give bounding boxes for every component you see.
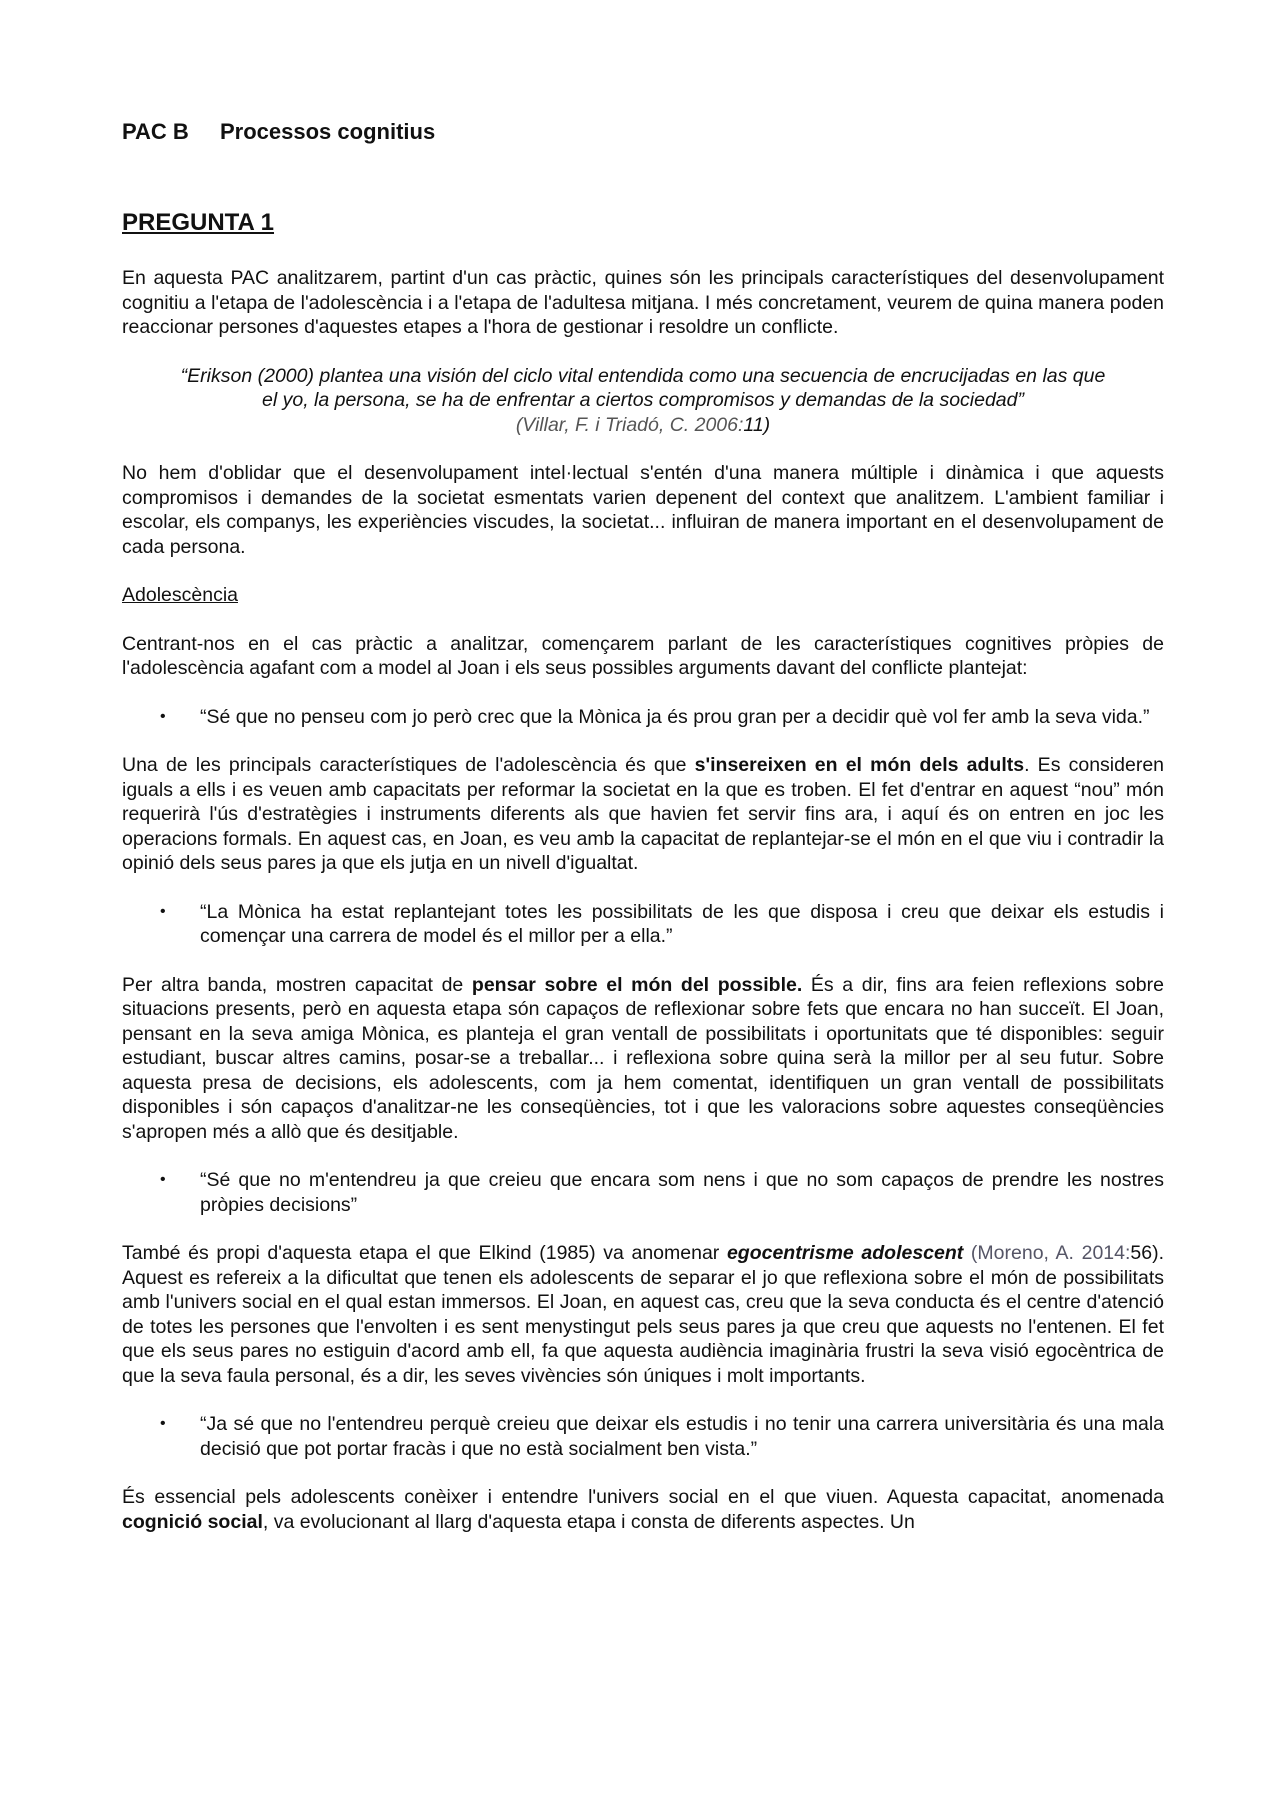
- bullet-icon: •: [160, 902, 166, 920]
- text-run: Per altra banda, mostren capacitat de: [122, 973, 472, 996]
- text-run: Una de les principals característiques de l'adolescència és que: [122, 754, 695, 776]
- bullet-quote-text: “Ja sé que no l'entendreu perquè creieu que deixar els estudis i no tenir una carrera universitària és una mala decisió que pot portar fracàs i que no està socialment ben vista.”: [200, 1413, 1164, 1460]
- case-intro-paragraph: Centrant-nos en el cas pràctic a analitzar, començarem parlant de les característiques cognitives pròpies de l'adolescència agafant com a model al Joan i els seus possibles arguments davant del conflicte plantejat:: [122, 632, 1164, 679]
- bullet-quote-4: [122, 1412, 1164, 1461]
- bullet-quote-text: “Sé que no m'entendreu ja que creieu que encara som nens i que no som capaços de prendre les nostres pròpies decisions”: [200, 1169, 1164, 1216]
- bold-term: cognició social: [122, 1510, 263, 1533]
- quote-reference-page: 11): [743, 413, 771, 436]
- quote-reference: [122, 413, 1164, 438]
- bullet-quote-2: [122, 900, 1164, 949]
- bullet-quote-1: [122, 705, 1164, 730]
- text-run: És essencial pels adolescents conèixer i entendre l'univers social en el que viuen. Aquesta capacitat, anomenada: [122, 1486, 1164, 1508]
- bullet-icon: •: [160, 1171, 166, 1188]
- erikson-quote: [122, 364, 1164, 438]
- citation-text: (Moreno, A. 2014:: [963, 1242, 1131, 1264]
- intro-paragraph: En aquesta PAC analitzarem, partint d'un cas pràctic, quines són les principals característiques del desenvolupament cognitiu a l'etapa de l'adolescència i a l'etapa de l'adultesa mitjana. I més concretament, veurem de quina manera poden reaccionar persones d'aquestes etapes a l'hora de gestionar i resoldre un conflicte.: [122, 267, 1164, 338]
- document-header: [122, 118, 1164, 146]
- course-title: Processos cognitius: [220, 119, 436, 144]
- section-title: PREGUNTA 1: [122, 209, 275, 236]
- egocentrism-paragraph: [122, 1241, 1164, 1388]
- course-code: PAC B: [122, 119, 189, 144]
- context-paragraph: No hem d'oblidar que el desenvolupament intel·lectual s'entén d'una manera múltiple i dinàmica i que aquests compromisos i demandes de la societat esmentats varien depenent del context que analitzem. L'ambient familiar i escolar, els companys, les experiències viscudes, la societat... influiran de manera important en el desenvolupament de cada persona.: [122, 462, 1164, 558]
- text-run: 56). Aquest es refereix a la dificultat que tenen els adolescents de separar el jo que reflexiona sobre el món de possibilitats amb l'univers social en el qual estan immersos. El Joan, en aquest cas, creu que la seva conducta és el centre d'atenció de totes les persones que l'envolten i es sent menystingut pels seus pares ja que creu que aquests no l'entenen. El fet que els seus pares no estiguin d'acord amb ell, fa que aquesta audiència imaginària frustri la seva visió egocèntrica de que la seva faula personal, és a dir, les seves vivències són úniques i molt importants.: [122, 1242, 1165, 1387]
- bold-term: pensar sobre el món del possible.: [471, 973, 803, 996]
- bullet-quote-3: [122, 1168, 1164, 1217]
- text-run: També és propi d'aquesta etapa el que Elkind (1985) va anomenar: [122, 1242, 727, 1264]
- bullet-quote-text: “Sé que no penseu com jo però crec que la Mònica ja és prou gran per a decidir què vol fer amb la seva vida.”: [200, 705, 1150, 728]
- text-run: , va evolucionant al llarg d'aquesta etapa i consta de diferents aspectes. Un: [262, 1510, 915, 1533]
- bullet-icon: •: [160, 1415, 166, 1432]
- document-page: [122, 118, 1164, 1534]
- possible-world-paragraph: [122, 973, 1164, 1145]
- social-cognition-paragraph: [122, 1485, 1164, 1534]
- quote-line-2: el yo, la persona, se ha de enfrentar a ciertos compromisos y demandas de la sociedad”: [262, 389, 1024, 411]
- text-run: És a dir, fins ara feien reflexions sobre situacions presents, però en aquesta etapa són capaços de reflexionar sobre fets que encara no han succeït. El Joan, pensant en la seva amiga Mònica, es planteja el gran ventall de possibilitats i oportunitats que té disponibles: seguir estudiant, buscar altres camins, posar-se a treballar... i reflexiona sobre quina serà la millor per al seu futur. Sobre aquesta presa de decisions, els adolescents, com ja hem comentat, identifiquen un gran ventall de possibilitats disponibles i són capaços d'analitzar-ne les conseqüències, tot i que les valoracions sobre aquestes conseqüències s'apropen més a allò que és desitjable.: [122, 973, 1164, 1143]
- quote-line-1: “Erikson (2000) plantea una visión del ciclo vital entendida como una secuencia de encrucijadas en las que: [180, 364, 1106, 387]
- subsection-heading: Adolescència: [122, 584, 238, 606]
- bullet-icon: •: [160, 707, 166, 725]
- bullet-quote-text: “La Mònica ha estat replantejant totes les possibilitats de les que disposa i creu que deixar els estudis i començar una carrera de model és el millor per a ella.”: [200, 900, 1164, 947]
- bold-italic-term: egocentrisme adolescent: [726, 1242, 964, 1264]
- bold-term: s'insereixen en el món dels adults: [694, 754, 1025, 776]
- text-run: . Es consideren iguals a ells i es veuen amb capacitats per reformar la societat en la que es troben. El fet d'entrar en aquest “nou” món requerirà l'ús d'estratègies i instruments diferents als que havien fet servir fins ara, i aquí és on entren en joc les operacions formals. En aquest cas, en Joan, es veu amb la capacitat de replantejar-se el món en el que viu i contradir la opinió dels seus pares ja que els jutja en un nivell d'igualtat.: [122, 754, 1165, 874]
- quote-reference-text: (Villar, F. i Triadó, C. 2006:: [515, 413, 744, 436]
- adults-paragraph: [122, 753, 1164, 876]
